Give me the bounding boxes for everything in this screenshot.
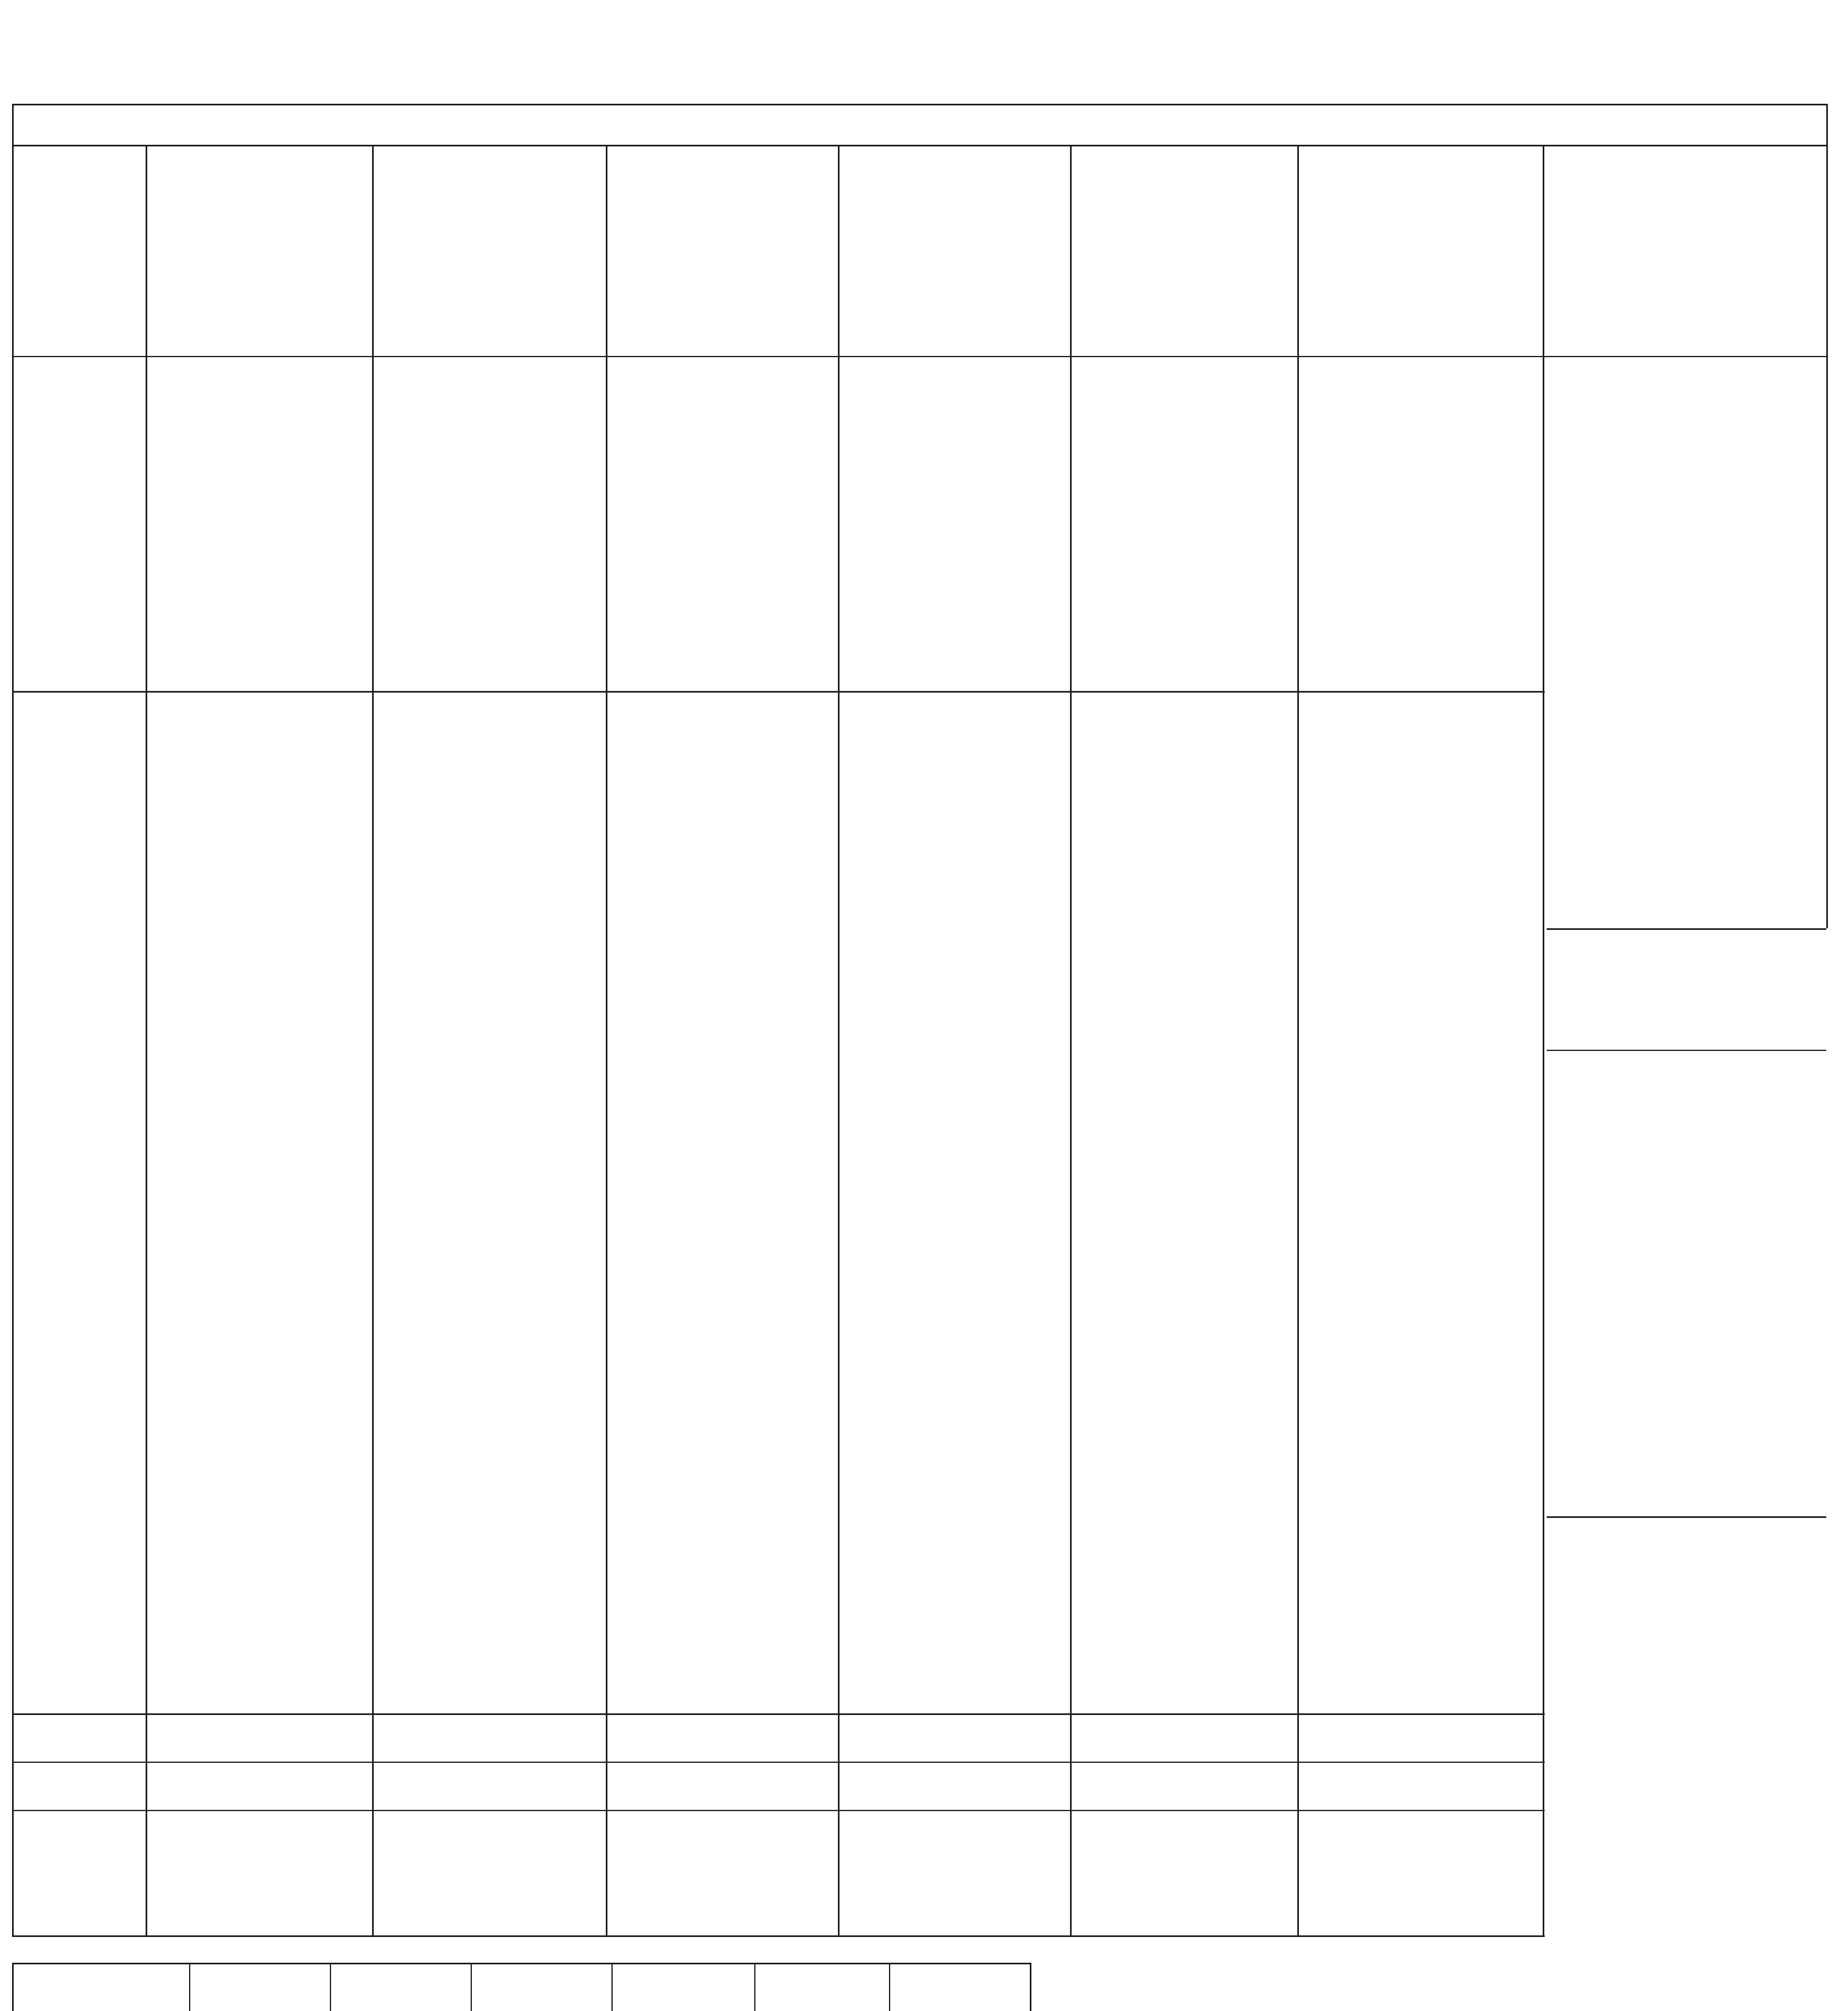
weitere-muenchen-top xyxy=(1547,928,1826,930)
col-sep-6 xyxy=(1297,145,1299,1935)
frame-info-bottom xyxy=(12,145,1826,146)
hw-sep-3 xyxy=(471,1963,472,2011)
weitere-muenchen-rule xyxy=(1547,1050,1826,1051)
hw-sep-6 xyxy=(889,1963,890,2011)
frame-bottom xyxy=(12,1935,1545,1937)
col-sep-1 xyxy=(146,145,147,1935)
hw-sep-4 xyxy=(611,1963,613,2011)
row-sep-tropo xyxy=(12,1762,1545,1763)
row-sep-standard xyxy=(12,691,1545,693)
row-sep-maxwind xyxy=(12,1810,1545,1811)
weitere-muenchen-bottom xyxy=(1547,1516,1826,1518)
frame-left xyxy=(12,104,14,1936)
hw-sep-5 xyxy=(754,1963,755,2011)
hw-frame-left xyxy=(12,1963,14,2011)
frame-right xyxy=(1826,104,1828,928)
hw-frame-top xyxy=(12,1963,1030,1964)
col-sep-7 xyxy=(1543,145,1544,1935)
hw-frame-right xyxy=(1030,1963,1031,2011)
col-sep-4 xyxy=(838,145,840,1935)
col-sep-5 xyxy=(1070,145,1072,1935)
frame-top xyxy=(12,104,1826,105)
row-sep-header xyxy=(12,356,1826,357)
hw-sep-2 xyxy=(330,1963,331,2011)
row-sep-markante xyxy=(12,1713,1545,1715)
hw-sep-1 xyxy=(189,1963,190,2011)
col-sep-3 xyxy=(606,145,607,1935)
col-sep-2 xyxy=(372,145,374,1935)
